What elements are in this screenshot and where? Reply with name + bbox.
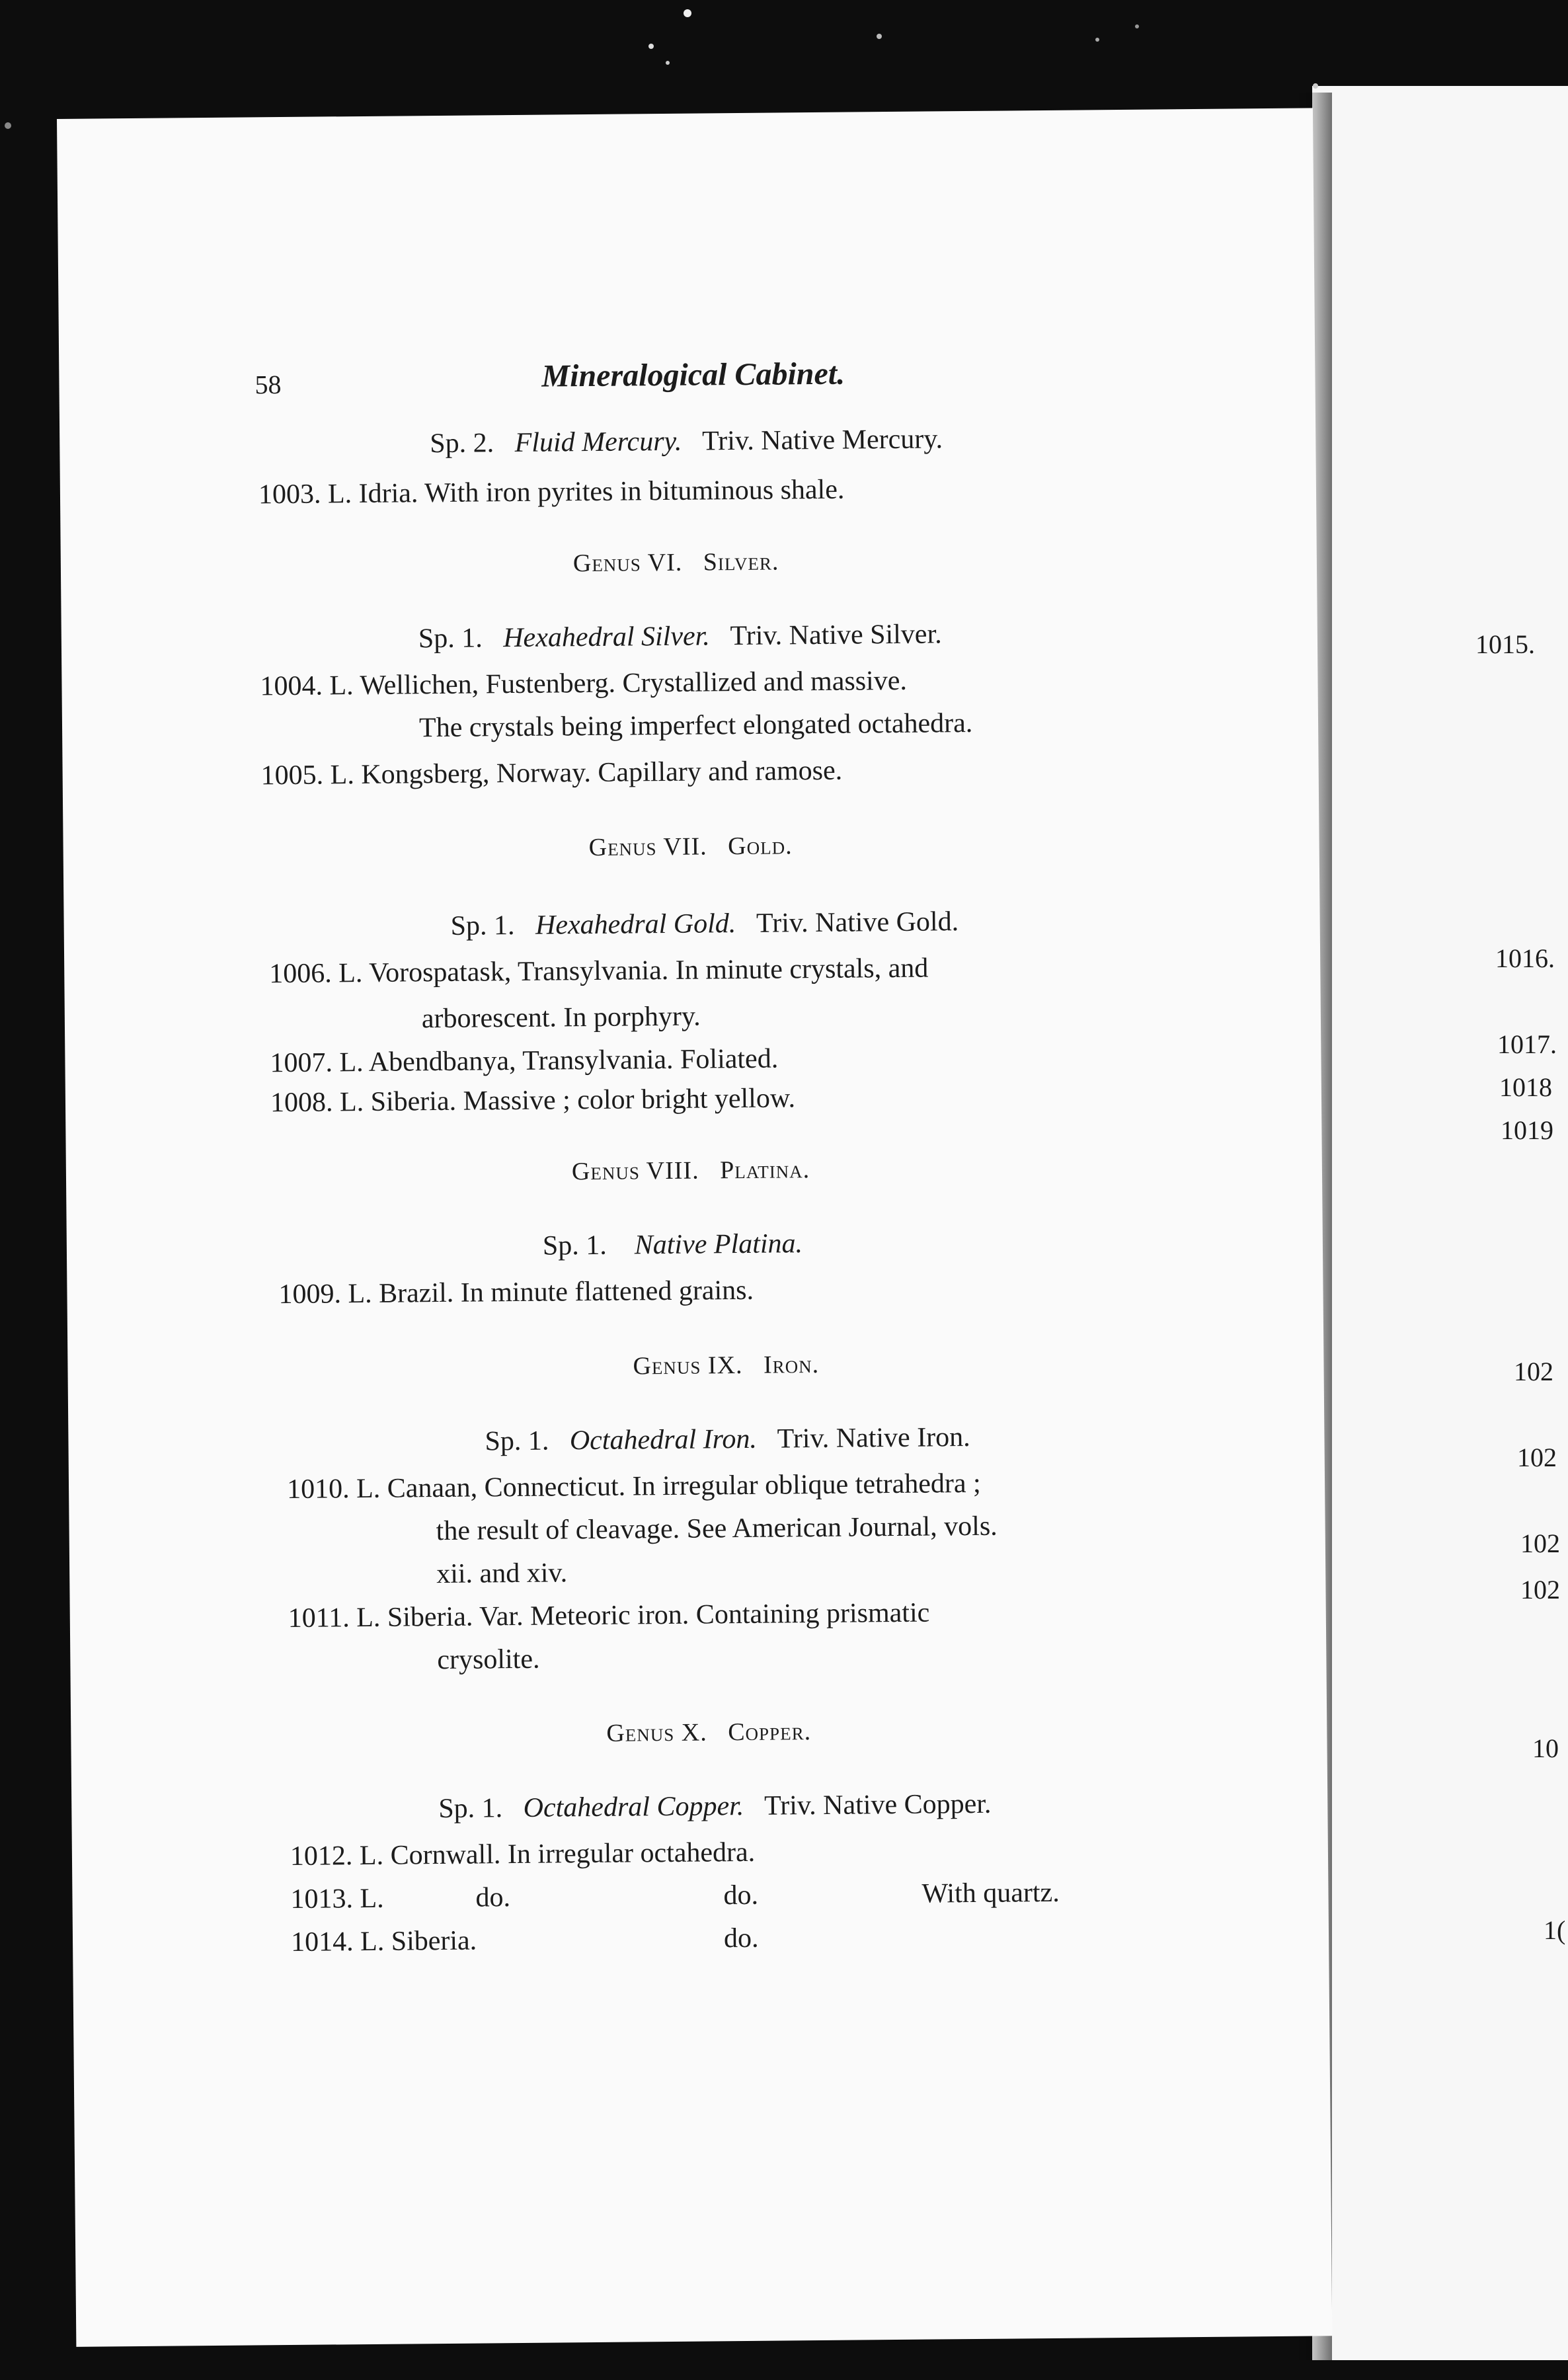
facing-page-number: 1016. (1495, 943, 1555, 973)
trivial-name: Triv. Native Silver. (730, 619, 942, 652)
facing-page-number: 1018 (1499, 1072, 1552, 1102)
genus-number: Genus VIII. (571, 1156, 699, 1186)
entry-1011-line2: crysolite. (437, 1644, 540, 1676)
facing-page-number: 102 (1520, 1575, 1560, 1605)
genus-number: Genus VII. (588, 832, 707, 862)
entry-1014-form: do. (723, 1923, 759, 1954)
entry-1008: 1008. L. Siberia. Massive ; color bright yellow. (270, 1083, 796, 1119)
entry-1004-line1: 1004. L. Wellichen, Fustenberg. Crystallized and massive. (260, 665, 908, 702)
species-name: Octahedral Copper. (523, 1791, 744, 1823)
genus-name: Iron. (763, 1351, 820, 1379)
entry-1010-line2: the result of cleavage. See American Journal, vols. (436, 1511, 998, 1547)
trivial-name: Triv. Native Copper. (764, 1788, 992, 1821)
entry-1004-line2: The crystals being imperfect elongated octahedra. (418, 707, 973, 744)
species-number: Sp. 1. (485, 1425, 549, 1457)
species-name: Native Platina. (634, 1228, 803, 1261)
entry-1013-form: do. (723, 1880, 759, 1911)
genus-name: Copper. (728, 1718, 812, 1747)
genus-number: Genus X. (606, 1718, 707, 1747)
genus-name: Silver. (703, 547, 779, 576)
species-number: Sp. 2. (430, 428, 494, 459)
entry-1013-number: 1013. L. (290, 1883, 384, 1915)
entry-1010-line3: xii. and xiv. (436, 1558, 568, 1590)
facing-page-number: 1015. (1475, 629, 1535, 659)
entry-1009: 1009. L. Brazil. In minute flattened grains. (278, 1275, 754, 1310)
entry-1011-line1: 1011. L. Siberia. Var. Meteoric iron. Containing prismatic (288, 1597, 930, 1634)
page-number: 58 (255, 370, 282, 400)
species-number: Sp. 1. (418, 623, 483, 654)
species-number: Sp. 1. (542, 1230, 607, 1261)
species-number: Sp. 1. (450, 910, 515, 941)
entry-1014-number: 1014. L. Siberia. (290, 1925, 477, 1958)
facing-page-number: 102 (1517, 1443, 1557, 1472)
species-name: Hexahedral Gold. (535, 908, 736, 941)
entry-1010-line1: 1010. L. Canaan, Connecticut. In irregular oblique tetrahedra ; (286, 1468, 981, 1505)
genus-name: Gold. (727, 832, 793, 861)
running-title: Mineralogical Cabinet. (541, 356, 845, 394)
entry-1005: 1005. L. Kongsberg, Norway. Capillary and ramose. (260, 755, 843, 791)
entry-1006-line1: 1006. L. Vorospatask, Transylvania. In minute crystals, and (269, 953, 929, 990)
facing-page-number: 1019 (1501, 1115, 1553, 1145)
species-name: Hexahedral Silver. (503, 621, 711, 654)
genus-number: Genus IX. (633, 1351, 743, 1380)
species-name: Fluid Mercury. (514, 426, 682, 458)
trivial-name: Triv. Native Iron. (777, 1422, 970, 1454)
entry-1013-locality: do. (475, 1882, 511, 1913)
entry-1012: 1012. L. Cornwall. In irregular octahedra. (290, 1837, 756, 1872)
facing-page-number: 10 (1532, 1733, 1559, 1763)
species-number: Sp. 1. (438, 1793, 503, 1825)
genus-number: Genus VI. (572, 548, 683, 578)
facing-page-number: 102 (1520, 1528, 1560, 1558)
genus-name: Platina. (719, 1156, 810, 1185)
trivial-name: Triv. Native Gold. (756, 906, 959, 939)
entry-1013-note: With quartz. (921, 1877, 1060, 1909)
facing-page-number: 102 (1514, 1357, 1553, 1386)
entry-1006-line2: arborescent. In porphyry. (421, 1001, 701, 1035)
entry-1007: 1007. L. Abendbanya, Transylvania. Foliated. (270, 1043, 779, 1079)
facing-page-number: 1( (1544, 1915, 1566, 1945)
species-name: Octahedral Iron. (569, 1423, 758, 1456)
trivial-name: Triv. Native Mercury. (701, 424, 943, 457)
entry-1003: 1003. L. Idria. With iron pyrites in bituminous shale. (258, 474, 845, 510)
facing-page-number: 1017. (1497, 1029, 1557, 1059)
